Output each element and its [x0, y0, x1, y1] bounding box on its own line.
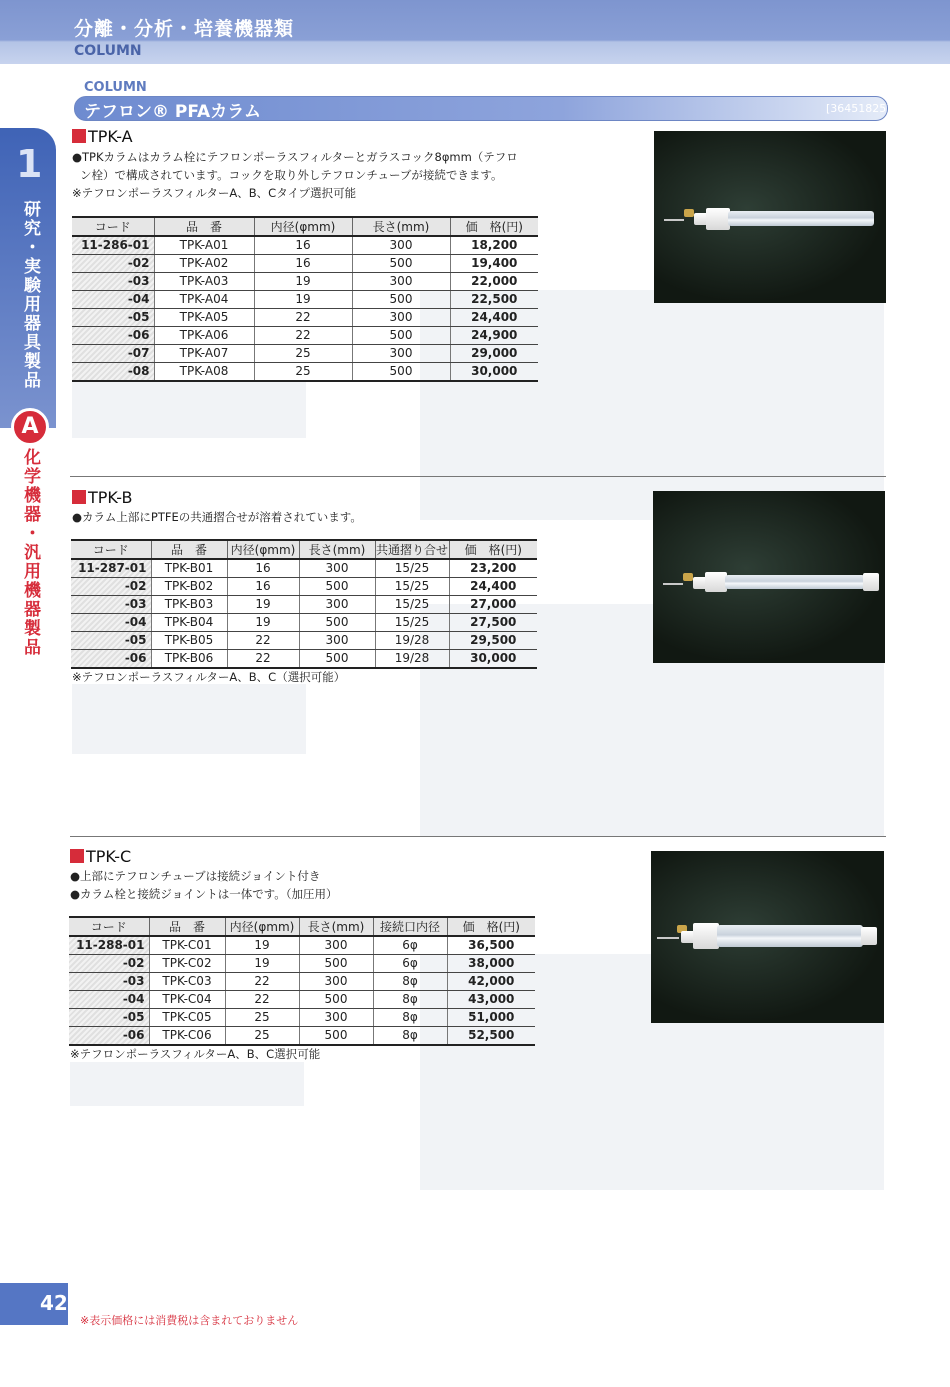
side-tab-badge: A	[11, 408, 49, 446]
side-tab-number: 1	[16, 142, 43, 186]
header-subtitle: COLUMN	[74, 43, 142, 59]
section-label: COLUMN	[84, 80, 147, 95]
table-row: 11-287-01 TPK-B01 16 300 15/25 23,200	[71, 559, 537, 578]
tpk-a-description: ●TPKカラムはカラム栓にテフロンポーラスフィルターとガラスコック8φmm（テフロ ン栓）で構成されています。コックを取り外しテフロンチューブが接続できます。 ※テフロンポーラスフィルターA、B、Cタイプ選択可能	[72, 150, 518, 200]
table-row: -02 TPK-B02 16 500 15/25 24,400	[71, 578, 537, 596]
tpk-c-note: ※テフロンポーラスフィルターA、B、C選択可能	[70, 1047, 321, 1061]
tpk-c-spec-table	[69, 916, 535, 1046]
tpk-b-product-photo	[653, 491, 885, 663]
tpk-a-heading: TPK-A	[72, 127, 133, 146]
table-row: -04 TPK-A04 19 500 22,500	[72, 291, 538, 309]
ghost-block	[72, 380, 306, 438]
table-row: -02 TPK-C02 19 500 6φ 38,000	[69, 955, 535, 973]
section-divider	[70, 476, 886, 477]
table-row: -07 TPK-A07 25 300 29,000	[72, 345, 538, 363]
table-row: -03 TPK-C03 22 300 8φ 42,000	[69, 973, 535, 991]
table-header-row: コード 品 番 内径(φmm) 長さ(mm) 接続口内径 価 格(円)	[69, 917, 535, 936]
red-square-icon	[72, 490, 86, 504]
page-number: 42	[40, 1291, 68, 1315]
section-title: テフロン® PFAカラム	[84, 102, 262, 122]
section-divider	[70, 836, 886, 837]
tpk-a-product-photo	[654, 131, 886, 303]
table-row: -06 TPK-A06 22 500 24,900	[72, 327, 538, 345]
side-tab-subcategory: 化学機器・汎用機器製品	[20, 448, 40, 657]
table-row: 11-286-01 TPK-A01 16 300 18,200	[72, 236, 538, 255]
table-row: -03 TPK-A03 19 300 22,000	[72, 273, 538, 291]
table-row: 11-288-01 TPK-C01 19 300 6φ 36,500	[69, 936, 535, 955]
footer-note: ※表示価格には消費税は含まれておりません	[80, 1314, 299, 1327]
red-square-icon	[72, 129, 86, 143]
table-row: -04 TPK-C04 22 500 8φ 43,000	[69, 991, 535, 1009]
table-row: -05 TPK-A05 22 300 24,400	[72, 309, 538, 327]
tpk-a-spec-table	[72, 216, 538, 382]
ghost-block	[70, 1062, 304, 1106]
table-row: -06 TPK-C06 25 500 8φ 52,500	[69, 1027, 535, 1046]
table-row: -05 TPK-C05 25 300 8φ 51,000	[69, 1009, 535, 1027]
table-header-row: コード 品 番 内径(φmm) 長さ(mm) 価 格(円)	[72, 217, 538, 236]
side-tab-category: 研究・実験用器具製品	[20, 200, 40, 390]
table-header-row: コード 品 番 内径(φmm) 長さ(mm) 共通摺り合せ 価 格(円)	[71, 540, 537, 559]
tpk-c-description: ●上部にテフロンチューブは接続ジョイント付き ●カラム栓と接続ジョイントは一体です。（加圧用）	[70, 869, 338, 901]
tpk-b-note: ※テフロンポーラスフィルターA、B、C（選択可能）	[72, 670, 346, 684]
tpk-c-heading: TPK-C	[70, 847, 131, 866]
tpk-b-spec-table	[71, 539, 537, 669]
table-row: -04 TPK-B04 19 500 15/25 27,500	[71, 614, 537, 632]
tpk-b-description: ●カラム上部にPTFEの共通摺合せが溶着されています。	[72, 510, 362, 524]
table-row: -05 TPK-B05 22 300 19/28 29,500	[71, 632, 537, 650]
catalog-number: [36451825]	[826, 102, 891, 115]
table-row: -06 TPK-B06 22 500 19/28 30,000	[71, 650, 537, 669]
table-row: -08 TPK-A08 25 500 30,000	[72, 363, 538, 382]
red-square-icon	[70, 849, 84, 863]
table-row: -03 TPK-B03 19 300 15/25 27,000	[71, 596, 537, 614]
tpk-b-heading: TPK-B	[72, 488, 132, 507]
header-title: 分離・分析・培養機器類	[74, 18, 295, 40]
tpk-c-product-photo	[651, 851, 884, 1023]
ghost-block	[72, 684, 306, 754]
table-row: -02 TPK-A02 16 500 19,400	[72, 255, 538, 273]
